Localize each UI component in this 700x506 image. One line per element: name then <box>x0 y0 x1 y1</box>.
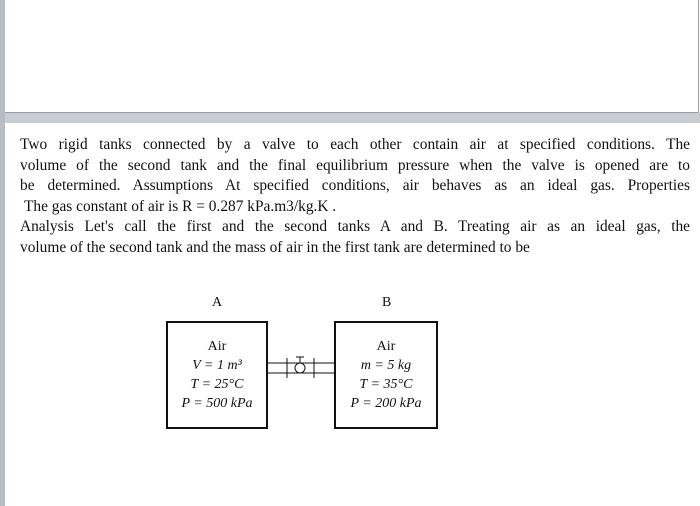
text-line-3: be determined. Assumptions At specified conditions, air behaves as an ideal gas. Properties <box>20 177 690 194</box>
text-line-1: Two rigid tanks connected by a valve to each other contain air at specified conditions. The <box>20 136 690 153</box>
tank-a-line-2: V = 1 m³ <box>192 358 242 373</box>
tank-b-line-4: P = 200 kPa <box>350 396 422 411</box>
tank-a-line-4: P = 500 kPa <box>181 396 253 411</box>
text-line-5: Analysis Let's call the first and the second tanks A and B. Treating air as an ideal gas, the <box>20 218 690 235</box>
tank-b-line-2: m = 5 kg <box>360 358 412 373</box>
tank-b-line-1: Air <box>376 339 396 354</box>
valve-icon <box>295 363 305 373</box>
tank-a-line-1: Air <box>207 339 227 354</box>
tank-b-label: B <box>382 295 392 310</box>
tank-b-line-3: T = 35°C <box>359 377 413 392</box>
tank-a-line-3: T = 25°C <box>190 377 244 392</box>
text-line-6: volume of the second tank and the mass of air in the first tank are determined to be <box>20 238 530 256</box>
text-line-4: The gas constant of air is R = 0.287 kPa.m3/kg.K . <box>24 197 337 215</box>
tank-a-label: A <box>212 295 223 310</box>
text-line-2: volume of the second tank and the final equilibrium pressure when the valve is opened are to <box>20 156 690 174</box>
